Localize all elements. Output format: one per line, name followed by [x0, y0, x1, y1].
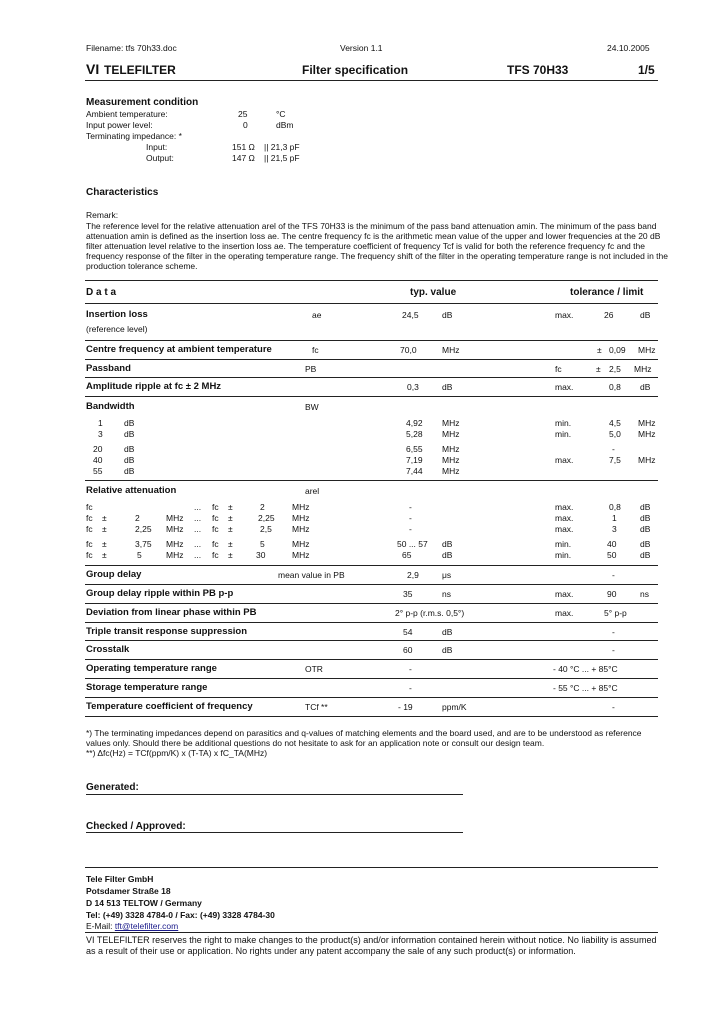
insertion-sub: (reference level) — [86, 324, 148, 334]
checked-label: Checked / Approved: — [86, 821, 186, 832]
bw-row-1-lim: min. — [555, 418, 572, 428]
ra5-u1: MHz — [166, 550, 184, 560]
passband-fc: fc — [555, 364, 562, 374]
footnote-2: **) Δfc(Hz) = TCf(ppm/K) x (T-TA) x fC_TA(MHz) — [86, 748, 268, 758]
ra4-dots: ... — [194, 539, 202, 549]
ra4-pm2: ± — [228, 539, 233, 549]
triple-name: Triple transit response suppression — [86, 626, 248, 637]
row-rule — [85, 480, 658, 481]
optemp-val: - — [409, 664, 412, 674]
gd-val: 2,9 — [407, 570, 419, 580]
remark-label: Remark: — [86, 210, 119, 220]
disclaimer: VI TELEFILTER reserves the right to make changes to the product(s) and/or information contained herein without notice. No liability is assumed as a result of their use or application. No rights under any patent accompany the sale of any such product(s) or information. — [86, 935, 657, 956]
row-rule — [85, 359, 658, 360]
ra1-lval: 0,8 — [609, 502, 621, 512]
ra1-a: fc — [86, 502, 93, 512]
generated-label: Generated: — [86, 782, 139, 793]
ra3-a: fc — [86, 524, 93, 534]
ra1-lunit: dB — [640, 502, 651, 512]
ra5-lval: 50 — [607, 550, 617, 560]
ra1-u2: MHz — [292, 502, 310, 512]
ra1-pm2: ± — [228, 502, 233, 512]
bw-row-20-lval: - — [612, 444, 615, 454]
bw-row-1-lval: 4,5 — [609, 418, 621, 428]
ra4-v2: 5 — [260, 539, 265, 549]
gdr-lunit: ns — [640, 589, 649, 599]
ra4-u2: MHz — [292, 539, 310, 549]
ra3-lim: max. — [555, 524, 574, 534]
ra3-pm1: ± — [102, 524, 107, 534]
triple-lval: - — [612, 627, 615, 637]
ripple-lunit: dB — [640, 382, 651, 392]
ra5-b: fc — [212, 550, 219, 560]
bw-row-3-lvl: 3 — [98, 429, 103, 439]
ra4-unit: dB — [442, 539, 453, 549]
ra3-val: - — [409, 524, 412, 534]
ra3-v2: 2,5 — [260, 524, 272, 534]
ra2-lval: 1 — [612, 513, 617, 523]
ra5-v1: 5 — [137, 550, 142, 560]
remark-text: The reference level for the relative attenuation arel of the TFS 70H33 is the minimum of the pass band attenuation amin. The minimum of the pass band attenuation amin is defined as the insertion loss ae. The centre frequency fc is the arithmetic mean value of the upper and lower frequencies at the 20 dB filter attenuation level relative to the insertion loss ae. The temperature coefficient of frequency Tcf is valid for both the reference frequency fc and the frequency response of the filter in the operating temperature range. The frequency shift of the filter in the operating temperature range is not included in the production tolerance scheme. — [86, 221, 668, 271]
power-value: 0 — [243, 120, 248, 130]
email-link[interactable]: tft@telefilter.com — [114, 921, 179, 931]
ambient-unit: °C — [276, 109, 286, 119]
bw-row-55-lvl: 55 — [93, 466, 103, 476]
col-typ: typ. value — [410, 287, 457, 298]
row-rule — [85, 340, 658, 341]
ra5-lim: min. — [555, 550, 572, 560]
gd-unit: μs — [442, 570, 452, 580]
output-label: Output: — [146, 153, 174, 163]
measurement-title: Measurement condition — [86, 97, 199, 108]
ra1-val: - — [409, 502, 412, 512]
ra4-lunit: dB — [640, 539, 651, 549]
centre-lval: 0,09 — [609, 345, 626, 355]
ra4-val: 50 ... 57 — [397, 539, 428, 549]
bw-row-1-unit: MHz — [442, 418, 460, 428]
address-top-rule — [85, 867, 658, 868]
ra5-val: 65 — [402, 550, 412, 560]
centre-pm: ± — [597, 345, 602, 355]
tcf-lval: - — [612, 702, 615, 712]
ripple-unit: dB — [442, 382, 453, 392]
company-name: TELEFILTER — [104, 63, 176, 77]
insertion-lim: max. — [555, 310, 574, 320]
crosstalk-unit: dB — [442, 645, 453, 655]
centre-unit: MHz — [442, 345, 460, 355]
ra3-u1: MHz — [166, 524, 184, 534]
ra5-u2: MHz — [292, 550, 310, 560]
row-rule — [85, 603, 658, 604]
row-rule — [85, 377, 658, 378]
bw-row-1-val: 4,92 — [406, 418, 423, 428]
ra2-val: - — [409, 513, 412, 523]
ambient-label: Ambient temperature: — [86, 109, 168, 119]
bw-row-40-lunit: MHz — [638, 455, 656, 465]
optemp-lval: - 40 °C ... + 85°C — [553, 664, 618, 674]
gdr-val: 35 — [403, 589, 413, 599]
header-divider — [85, 80, 658, 81]
power-unit: dBm — [276, 120, 294, 130]
logo: VI — [86, 61, 100, 77]
bw-row-40-unit: MHz — [442, 455, 460, 465]
bw-row-3-val: 5,28 — [406, 429, 423, 439]
page-number: 1/5 — [638, 63, 655, 77]
ripple-val: 0,3 — [407, 382, 419, 392]
ra3-b: fc — [212, 524, 219, 534]
phase-name: Deviation from linear phase within PB — [86, 607, 257, 618]
crosstalk-name: Crosstalk — [86, 644, 130, 655]
centre-lunit: MHz — [638, 345, 656, 355]
col-tol: tolerance / limit — [570, 287, 644, 298]
bw-row-1-lvl: 1 — [98, 418, 103, 428]
ra4-lim: min. — [555, 539, 572, 549]
ra5-lunit: dB — [640, 550, 651, 560]
email-row — [86, 921, 178, 931]
bw-row-40-val: 7,19 — [406, 455, 423, 465]
term-label: Terminating impedance: * — [86, 131, 182, 141]
input-label: Input: — [146, 142, 168, 152]
ra4-pm1: ± — [102, 539, 107, 549]
sttemp-val: - — [409, 683, 412, 693]
ra1-b: fc — [212, 502, 219, 512]
ra2-b: fc — [212, 513, 219, 523]
phase-lim: max. — [555, 608, 574, 618]
ra1-v2: 2 — [260, 502, 265, 512]
address-bottom-rule — [85, 932, 658, 933]
address-phone: Tel: (+49) 3328 4784-0 / Fax: (+49) 3328 4784-30 — [86, 910, 275, 920]
output-cap: || 21,5 pF — [264, 153, 300, 163]
ra2-lunit: dB — [640, 513, 651, 523]
passband-lval: 2,5 — [609, 364, 621, 374]
row-rule — [85, 659, 658, 660]
row-rule — [85, 565, 658, 566]
ra5-v2: 30 — [256, 550, 266, 560]
bw-row-3-lunit: MHz — [638, 429, 656, 439]
ripple-name: Amplitude ripple at fc ± 2 MHz — [86, 381, 222, 392]
row-rule — [85, 396, 658, 397]
ra3-pm2: ± — [228, 524, 233, 534]
sttemp-lval: - 55 °C ... + 85°C — [553, 683, 618, 693]
ra4-v1: 3,75 — [135, 539, 152, 549]
email-label: E-Mail: — [86, 921, 115, 931]
bw-row-3-unit: MHz — [442, 429, 460, 439]
ra2-dots: ... — [194, 513, 202, 523]
ra3-dots: ... — [194, 524, 202, 534]
ra2-a: fc — [86, 513, 93, 523]
centre-val: 70,0 — [400, 345, 417, 355]
ra5-unit: dB — [442, 550, 453, 560]
address-city: D 14 513 TELTOW / Germany — [86, 898, 202, 908]
bw-row-55-unit: MHz — [442, 466, 460, 476]
centre-name: Centre frequency at ambient temperature — [86, 344, 272, 355]
ra5-pm1: ± — [102, 550, 107, 560]
row-rule — [85, 678, 658, 679]
bw-row-3-u: dB — [124, 429, 135, 439]
ra4-lval: 40 — [607, 539, 617, 549]
row-rule — [85, 697, 658, 698]
ra5-pm2: ± — [228, 550, 233, 560]
date: 24.10.2005 — [607, 43, 650, 53]
checked-line — [86, 832, 463, 833]
ra1-dots: ... — [194, 502, 202, 512]
row-rule — [85, 622, 658, 623]
passband-pm: ± — [596, 364, 601, 374]
ra2-u2: MHz — [292, 513, 310, 523]
gdr-unit: ns — [442, 589, 451, 599]
ambient-value: 25 — [238, 109, 248, 119]
ripple-lval: 0,8 — [609, 382, 621, 392]
ra3-lunit: dB — [640, 524, 651, 534]
crosstalk-val: 60 — [403, 645, 413, 655]
optemp-name: Operating temperature range — [86, 663, 217, 674]
insertion-unit: dB — [442, 310, 453, 320]
relatt-sym: arel — [305, 486, 320, 496]
bw-row-3-lval: 5,0 — [609, 429, 621, 439]
gd-lval: - — [612, 570, 615, 580]
passband-lunit: MHz — [634, 364, 652, 374]
address-company: Tele Filter GmbH — [86, 874, 154, 884]
gdr-lim: max. — [555, 589, 574, 599]
ra4-b: fc — [212, 539, 219, 549]
bandwidth-name: Bandwidth — [86, 401, 135, 412]
bw-row-1-lunit: MHz — [638, 418, 656, 428]
ra2-v2: 2,25 — [258, 513, 275, 523]
row-rule — [85, 584, 658, 585]
phase-lval: 5° p-p — [604, 608, 627, 618]
ra5-a: fc — [86, 550, 93, 560]
phase-val: 2° p-p (r.m.s. 0,5°) — [395, 608, 465, 618]
ra2-lim: max. — [555, 513, 574, 523]
bw-row-20-u: dB — [124, 444, 135, 454]
ripple-lim: max. — [555, 382, 574, 392]
tcf-unit: ppm/K — [442, 702, 467, 712]
passband-name: Passband — [86, 363, 131, 374]
bw-row-1-u: dB — [124, 418, 135, 428]
version: Version 1.1 — [340, 43, 383, 53]
sttemp-name: Storage temperature range — [86, 682, 208, 693]
tcf-name: Temperature coefficient of frequency — [86, 701, 253, 712]
crosstalk-lval: - — [612, 645, 615, 655]
ra2-u1: MHz — [166, 513, 184, 523]
centre-sym: fc — [312, 345, 319, 355]
characteristics-title: Characteristics — [86, 187, 159, 198]
bw-row-40-lvl: 40 — [93, 455, 103, 465]
doc-title: Filter specification — [302, 63, 409, 77]
ra3-v1: 2,25 — [135, 524, 152, 534]
bw-row-40-lim: max. — [555, 455, 574, 465]
bw-row-40-u: dB — [124, 455, 135, 465]
ra2-pm2: ± — [228, 513, 233, 523]
ra3-lval: 3 — [612, 524, 617, 534]
input-cap: || 21,3 pF — [264, 142, 300, 152]
relatt-name: Relative attenuation — [86, 485, 177, 496]
row-rule — [85, 640, 658, 641]
col-data: D a t a — [86, 287, 117, 298]
bw-row-40-lval: 7,5 — [609, 455, 621, 465]
footnote-1: *) The terminating impedances depend on parasitics and q-values of matching elements and the board used, and are to be understood as reference values only. Should there be additional questions do not hesitate to ask for an application note or consult our design team. — [86, 728, 642, 748]
bandwidth-sym: BW — [305, 402, 319, 412]
gd-sym: mean value in PB — [278, 570, 345, 580]
insertion-val: 24,5 — [402, 310, 419, 320]
ra3-u2: MHz — [292, 524, 310, 534]
input-value: 151 Ω — [232, 142, 255, 152]
gdr-lval: 90 — [607, 589, 617, 599]
ra4-u1: MHz — [166, 539, 184, 549]
ra5-dots: ... — [194, 550, 202, 560]
bw-row-20-val: 6,55 — [406, 444, 423, 454]
passband-sym: PB — [305, 364, 317, 374]
ra2-v1: 2 — [135, 513, 140, 523]
ra1-lim: max. — [555, 502, 574, 512]
generated-line — [86, 794, 463, 795]
table-bottom-rule — [85, 716, 658, 717]
output-value: 147 Ω — [232, 153, 255, 163]
gdr-name: Group delay ripple within PB p-p — [86, 588, 234, 599]
insertion-lunit: dB — [640, 310, 651, 320]
ra4-a: fc — [86, 539, 93, 549]
table-top-rule — [85, 280, 658, 281]
tcf-val: - 19 — [398, 702, 413, 712]
bw-row-3-lim: min. — [555, 429, 572, 439]
bw-row-55-u: dB — [124, 466, 135, 476]
filename: Filename: tfs 70h33.doc — [86, 43, 177, 53]
optemp-sym: OTR — [305, 664, 323, 674]
ra2-pm1: ± — [102, 513, 107, 523]
insertion-sym: ae — [312, 310, 322, 320]
triple-val: 54 — [403, 627, 413, 637]
power-label: Input power level: — [86, 120, 153, 130]
bw-row-55-val: 7,44 — [406, 466, 423, 476]
bw-row-20-unit: MHz — [442, 444, 460, 454]
gd-name: Group delay — [86, 569, 142, 580]
triple-unit: dB — [442, 627, 453, 637]
insertion-lval: 26 — [604, 310, 614, 320]
bw-row-20-lvl: 20 — [93, 444, 103, 454]
tcf-sym: TCf ** — [305, 702, 328, 712]
insertion-name: Insertion loss — [86, 309, 148, 320]
product-code: TFS 70H33 — [507, 63, 569, 77]
table-head-rule — [85, 303, 658, 304]
address-street: Potsdamer Straße 18 — [86, 886, 171, 896]
